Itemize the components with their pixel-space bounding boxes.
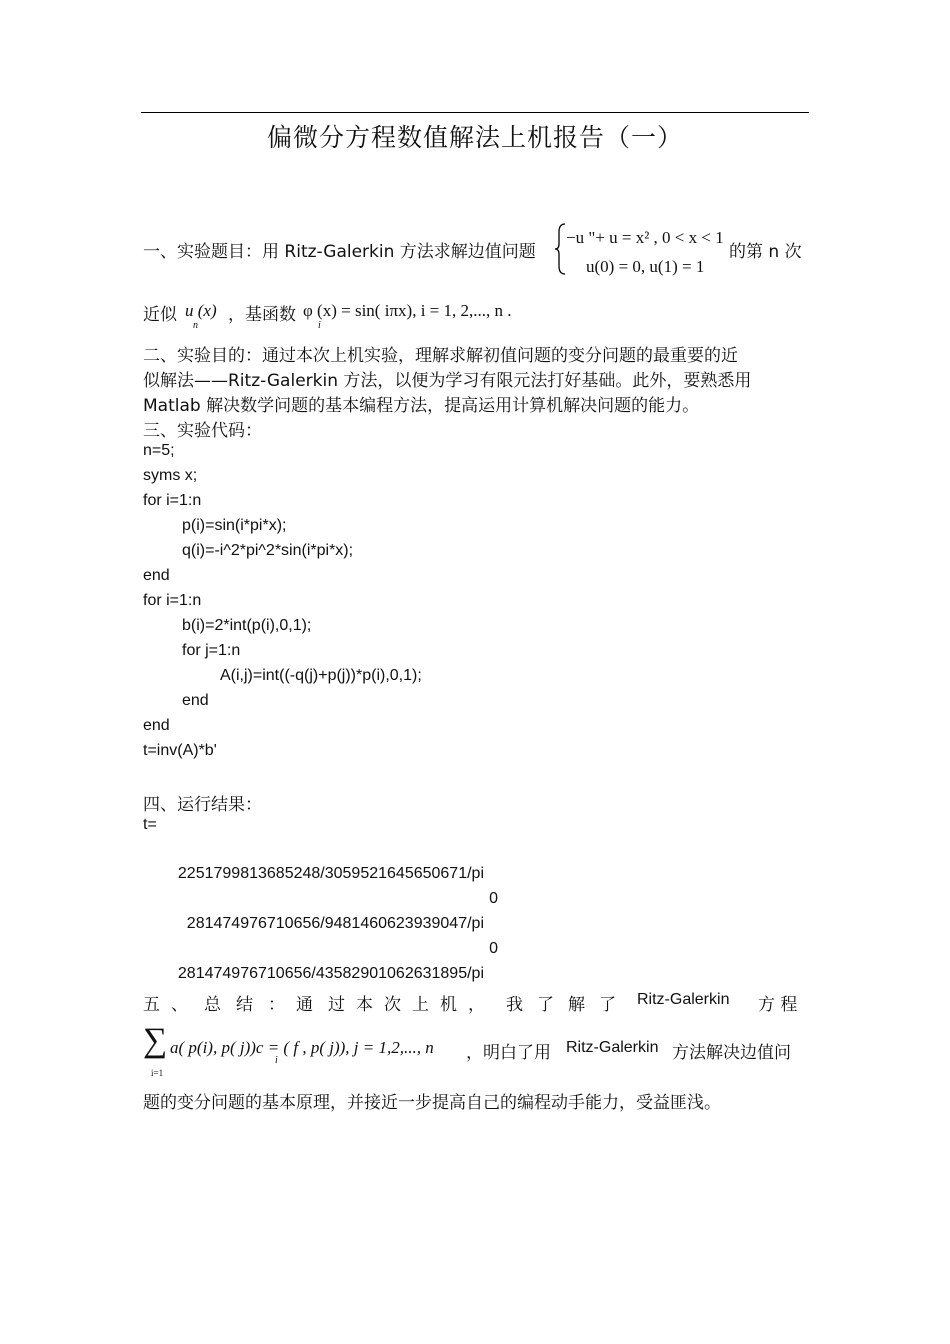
s5-heading-char: 了 (537, 995, 554, 1015)
code-line: t=inv(A)*b' (143, 742, 217, 759)
phi-expr: φ (x) = sin( iπx), i = 1, 2,..., n . (303, 301, 512, 320)
s5-heading-char: 、 (171, 995, 188, 1015)
s5-heading-char: 次 (384, 995, 401, 1015)
s5-heading-char: 机 (440, 995, 457, 1015)
un-expr: u (x) (185, 301, 217, 320)
code-line: end (182, 692, 209, 709)
code-line: for i=1:n (143, 492, 202, 509)
eq-line-1: −u "+ u = x² , 0 < x < 1 (566, 228, 724, 247)
code-line: A(i,j)=int((-q(j)+p(j))*p(i),0,1); (220, 667, 422, 684)
s5-heading-char: ， (468, 995, 485, 1015)
header-rule (141, 112, 809, 113)
code-line: end (143, 567, 170, 584)
s5-heading-char: 上 (412, 995, 429, 1015)
page-title: 偏微分方程数值解法上机报告（一） (266, 123, 683, 152)
s1-line2-mid: ，基函数 (228, 305, 296, 325)
s2-line-1: 二、实验目的：通过本次上机实验，理解求解初值问题的变分问题的最重要的近 (143, 346, 738, 366)
code-line: q(i)=-i^2*pi^2*sin(i*pi*x); (182, 542, 354, 559)
s5-heading-char: 本 (356, 995, 373, 1015)
c-subscript: i (275, 1055, 278, 1066)
eq-line-2: u(0) = 0, u(1) = 1 (586, 257, 705, 276)
result-value: 281474976710656/43582901062631895/pi (177, 965, 484, 982)
s1-suffix: 的第 n 次 (729, 242, 802, 262)
s5-heading-char: 解 (568, 995, 585, 1015)
s1-line2-prefix: 近似 (143, 305, 177, 325)
result-value: 0 (489, 940, 498, 957)
left-brace (553, 222, 567, 276)
s5-heading-char: 了 (599, 995, 616, 1015)
s5-heading-char: 结 (236, 995, 253, 1015)
code-line: for i=1:n (143, 592, 202, 609)
s3-heading: 三、实验代码： (143, 421, 262, 441)
s5-heading-char: 通 (296, 995, 313, 1015)
s2-line-3: Matlab 解决数学问题的基本编程方法，提高运用计算机解决问题的能力。 (143, 396, 700, 416)
s5-last-line: 题的变分问题的基本原理，并接近一步提高自己的编程动手能力，受益匪浅。 (143, 1093, 721, 1113)
s5-tail: 方法解决边值问 (672, 1043, 791, 1063)
code-line: p(i)=sin(i*pi*x); (182, 517, 287, 534)
s4-heading: 四、运行结果： (143, 795, 262, 815)
s5-heading-char: 我 (506, 995, 523, 1015)
code-line: syms x; (143, 467, 198, 484)
sigma-subscript: i=1 (151, 1068, 164, 1078)
t-label: t= (143, 816, 157, 833)
result-value: 0 (489, 890, 498, 907)
summary-equation: a( p(i), p( j))c = ( f , p( j)), j = 1,2,..., n (170, 1038, 434, 1057)
un-subscript: n (193, 320, 198, 331)
code-line: b(i)=2*int(p(i),0,1); (182, 617, 312, 634)
s5-heading-char: 五 (143, 995, 160, 1015)
sigma-symbol: ∑ (143, 1022, 168, 1059)
result-value: 2251799813685248/3059521645650671/pi (177, 865, 484, 882)
s5-heading-char: 总 (204, 995, 221, 1015)
phi-subscript: i (318, 320, 321, 331)
s5-mid: ，明白了用 (466, 1043, 551, 1063)
code-line: n=5; (143, 442, 175, 459)
s1-prefix: 一、实验题目：用 Ritz-Galerkin 方法求解边值问题 (143, 242, 536, 262)
fangcheng-label: 方 程 (758, 995, 798, 1015)
result-value: 281474976710656/9481460623939047/pi (186, 915, 484, 932)
s2-line-2: 似解法——Ritz-Galerkin 方法，以便为学习有限元法打好基础。此外，要熟悉用 (143, 371, 752, 391)
ritz-galerkin-label-2: Ritz-Galerkin (566, 1039, 659, 1056)
code-line: for j=1:n (182, 642, 241, 659)
code-line: end (143, 717, 170, 734)
s5-heading-char: ： (268, 995, 285, 1015)
ritz-galerkin-label: Ritz-Galerkin (637, 991, 730, 1008)
s5-heading-char: 过 (328, 995, 345, 1015)
